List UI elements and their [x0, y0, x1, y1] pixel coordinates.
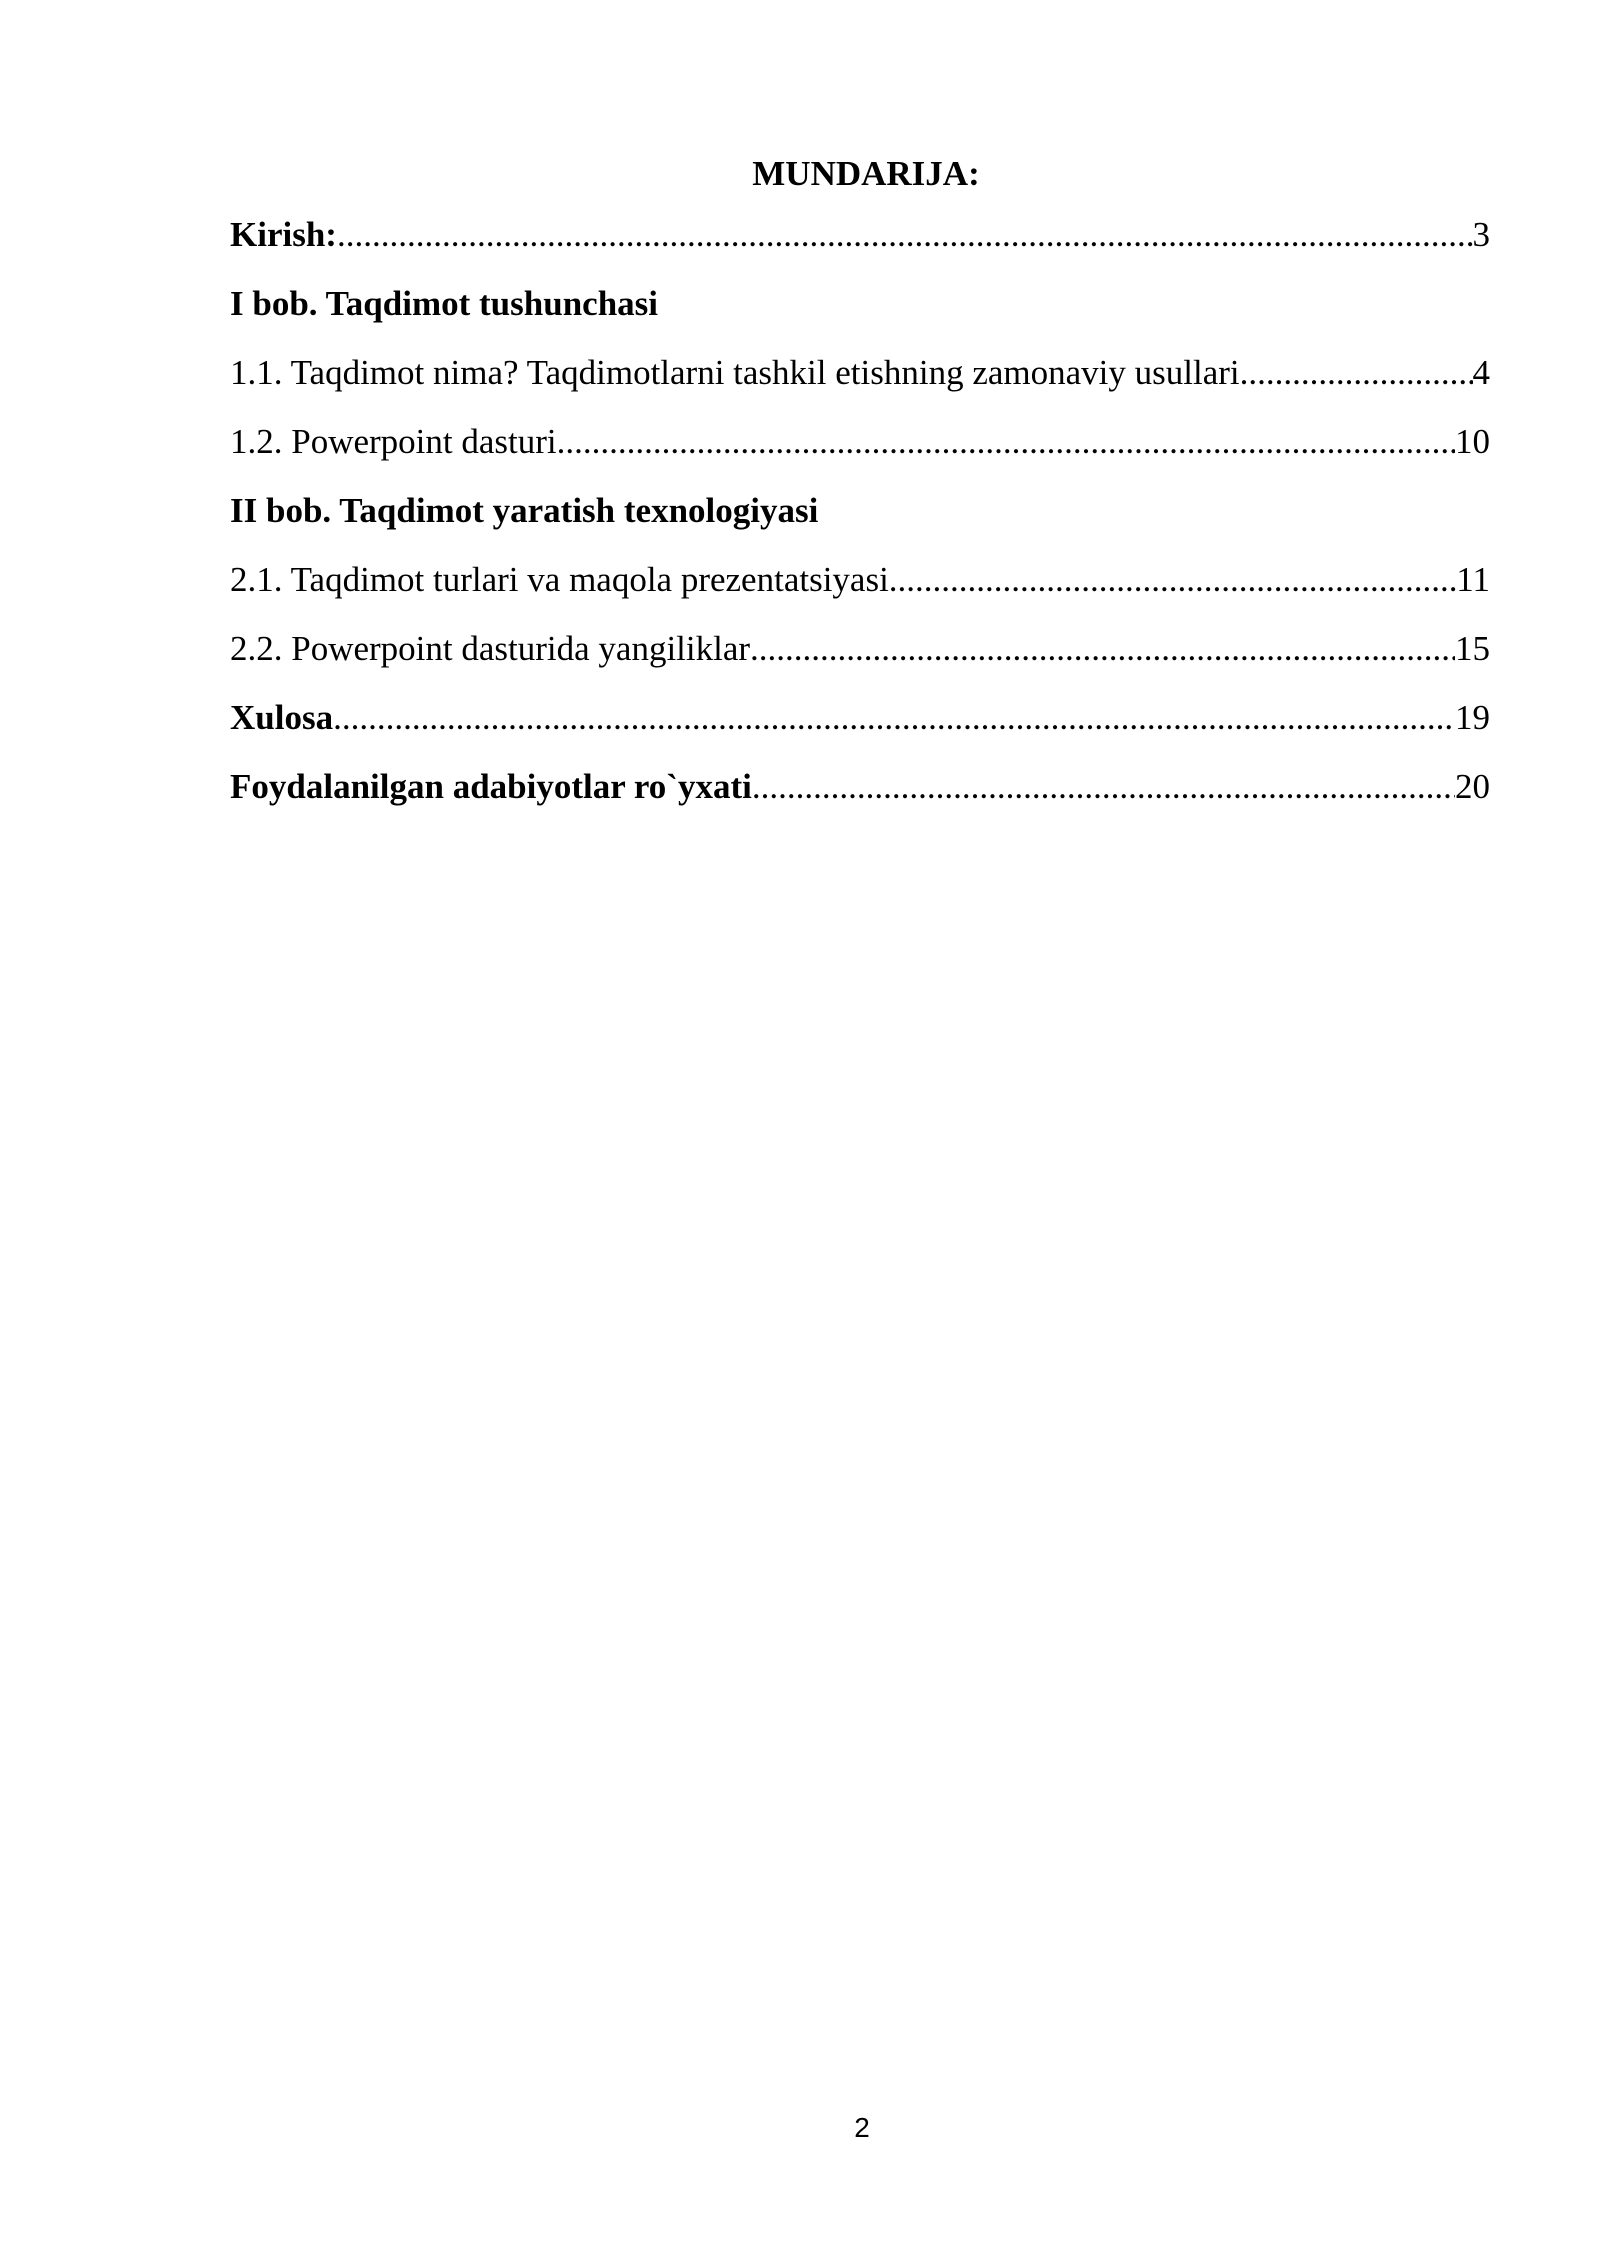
- toc-leader-dots: [1240, 351, 1473, 395]
- toc-entry-label: 2.1. Taqdimot turlari va maqola prezentatsiyasi: [230, 559, 889, 599]
- toc-entry-2-2: [230, 614, 1490, 683]
- toc-title: MUNDARIJA:: [752, 154, 980, 193]
- toc-leader-dots: [337, 213, 1473, 257]
- toc-entry-page: 19: [1455, 697, 1490, 737]
- toc-chapter-1-heading: [230, 269, 1490, 338]
- toc-entry-label: 1.1. Taqdimot nima? Taqdimotlarni tashkil etishning zamonaviy usullari: [230, 352, 1240, 392]
- toc-leader-dots: [557, 420, 1455, 464]
- toc-entry-page: 20: [1455, 766, 1490, 806]
- toc-entry-label: Kirish:: [230, 214, 337, 254]
- toc-entry-adabiyotlar: [230, 752, 1490, 821]
- toc-entry-kirish: [230, 200, 1490, 269]
- toc-entry-page: 10: [1455, 421, 1490, 461]
- page-number: 2: [854, 2112, 870, 2143]
- toc-entry-page: 3: [1472, 214, 1490, 254]
- toc-entry-label: I bob. Taqdimot tushunchasi: [230, 283, 658, 323]
- toc-entry-2-1: [230, 545, 1490, 614]
- toc-entry-page: 11: [1456, 559, 1490, 599]
- toc-leader-dots: [750, 627, 1455, 671]
- toc-entry-label: II bob. Taqdimot yaratish texnologiyasi: [230, 490, 819, 530]
- toc-entry-label: Foydalanilgan adabiyotlar ro`yxati: [230, 766, 752, 806]
- toc-entry-page: 15: [1455, 628, 1490, 668]
- toc-entry-1-2: [230, 407, 1490, 476]
- toc-leader-dots: [333, 696, 1455, 740]
- toc-chapter-2-heading: [230, 476, 1490, 545]
- table-of-contents: [230, 200, 1490, 821]
- toc-entry-label: Xulosa: [230, 697, 334, 737]
- toc-entry-page: 4: [1472, 352, 1490, 392]
- toc-entry-1-1: [230, 338, 1490, 407]
- toc-entry-label: 1.2. Powerpoint dasturi: [230, 421, 557, 461]
- toc-leader-dots: [752, 765, 1455, 809]
- toc-leader-dots: [889, 558, 1457, 602]
- toc-entry-label: 2.2. Powerpoint dasturida yangiliklar: [230, 628, 751, 668]
- toc-entry-xulosa: [230, 683, 1490, 752]
